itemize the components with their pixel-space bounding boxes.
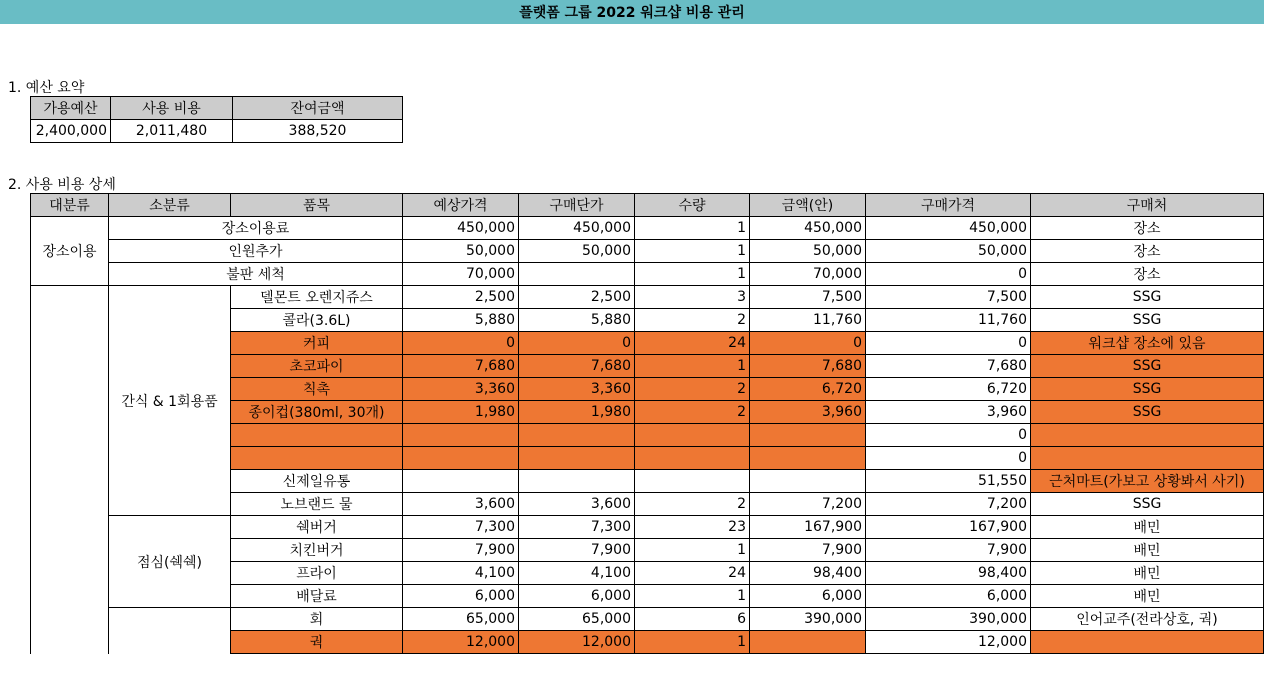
cell-vendor[interactable]: 배민	[1031, 562, 1264, 585]
header-planned-amount[interactable]: 금액(안)	[750, 194, 866, 217]
cell-buy[interactable]: 3,960	[866, 401, 1031, 424]
cell-used-cost[interactable]: 2,011,480	[111, 120, 233, 143]
sheet-title: 플랫폼 그룹 2022 워크샵 비용 관리	[0, 0, 1264, 24]
cell-item[interactable]: 치킨버거	[231, 539, 403, 562]
cell-item[interactable]: 콜라(3.6L)	[231, 309, 403, 332]
cell-est[interactable]: 65,000	[403, 608, 519, 631]
cell-item[interactable]: 칙촉	[231, 378, 403, 401]
cell-item[interactable]: 노브랜드 물	[231, 493, 403, 516]
cell-qty[interactable]: 2	[635, 401, 750, 424]
cell-qty[interactable]: 24	[635, 562, 750, 585]
cell-unit[interactable]: 1,980	[519, 401, 635, 424]
header-quantity[interactable]: 수량	[635, 194, 750, 217]
table-row	[31, 608, 1264, 631]
cell-unit[interactable]: 2,500	[519, 286, 635, 309]
group-place[interactable]: 장소이용	[31, 217, 109, 286]
cell-qty[interactable]: 1	[635, 217, 750, 240]
group-food-blank[interactable]	[31, 286, 109, 654]
cell-qty[interactable]: 1	[635, 263, 750, 286]
cell-est[interactable]: 2,500	[403, 286, 519, 309]
cell-amt[interactable]: 98,400	[750, 562, 866, 585]
cell-buy[interactable]: 0	[866, 332, 1031, 355]
cell-buy[interactable]: 450,000	[866, 217, 1031, 240]
cell-amt[interactable]: 70,000	[750, 263, 866, 286]
cell-est[interactable]: 7,300	[403, 516, 519, 539]
cell-vendor[interactable]: 배민	[1031, 516, 1264, 539]
table-row	[31, 263, 1264, 286]
header-available-budget[interactable]: 가용예산	[31, 97, 111, 120]
cell-buy[interactable]: 7,500	[866, 286, 1031, 309]
cell-item[interactable]: 장소이용료	[109, 217, 403, 240]
cell-unit[interactable]: 3,360	[519, 378, 635, 401]
cell-buy[interactable]: 7,680	[866, 355, 1031, 378]
cell-item[interactable]: 커피	[231, 332, 403, 355]
cell-est[interactable]: 5,880	[403, 309, 519, 332]
cell-unit[interactable]	[519, 424, 635, 447]
cell-buy[interactable]: 6,000	[866, 585, 1031, 608]
cell-buy[interactable]: 6,720	[866, 378, 1031, 401]
cell-buy[interactable]: 50,000	[866, 240, 1031, 263]
cell-amt[interactable]: 390,000	[750, 608, 866, 631]
cell-unit[interactable]: 12,000	[519, 631, 635, 654]
cell-est[interactable]: 1,980	[403, 401, 519, 424]
cell-vendor[interactable]: 인어교주(전라상호, 궉)	[1031, 608, 1264, 631]
cell-qty[interactable]: 1	[635, 240, 750, 263]
cell-unit[interactable]: 65,000	[519, 608, 635, 631]
cell-amt[interactable]	[750, 470, 866, 493]
cell-qty[interactable]: 23	[635, 516, 750, 539]
section-cost-detail-label: 2. 사용 비용 상세	[8, 177, 116, 193]
cell-est[interactable]: 7,900	[403, 539, 519, 562]
cell-remaining-amount[interactable]: 388,520	[233, 120, 403, 143]
cell-unit[interactable]: 4,100	[519, 562, 635, 585]
header-item[interactable]: 품목	[231, 194, 403, 217]
cell-amt[interactable]	[750, 424, 866, 447]
cell-unit[interactable]: 3,600	[519, 493, 635, 516]
header-estimated-price[interactable]: 예상가격	[403, 194, 519, 217]
cell-item[interactable]: 회	[231, 608, 403, 631]
cell-buy[interactable]: 11,760	[866, 309, 1031, 332]
cell-item[interactable]: 델몬트 오렌지쥬스	[231, 286, 403, 309]
cell-est[interactable]	[403, 424, 519, 447]
cell-vendor[interactable]: SSG	[1031, 309, 1264, 332]
cell-vendor[interactable]: 워크샵 장소에 있음	[1031, 332, 1264, 355]
cell-unit[interactable]: 7,680	[519, 355, 635, 378]
cell-qty[interactable]	[635, 470, 750, 493]
cell-est[interactable]	[403, 447, 519, 470]
cell-amt[interactable]: 7,900	[750, 539, 866, 562]
cell-est[interactable]: 4,100	[403, 562, 519, 585]
cell-est[interactable]: 6,000	[403, 585, 519, 608]
cell-amt[interactable]: 450,000	[750, 217, 866, 240]
cell-buy[interactable]: 7,900	[866, 539, 1031, 562]
cell-amt[interactable]	[750, 631, 866, 654]
cell-qty[interactable]: 1	[635, 355, 750, 378]
cell-unit[interactable]: 450,000	[519, 217, 635, 240]
group-snack[interactable]: 간식 & 1회용품	[109, 286, 231, 516]
cell-qty[interactable]: 2	[635, 493, 750, 516]
cell-buy[interactable]: 167,900	[866, 516, 1031, 539]
cell-item[interactable]: 프라이	[231, 562, 403, 585]
cell-qty[interactable]: 2	[635, 378, 750, 401]
cell-qty[interactable]	[635, 424, 750, 447]
cell-unit[interactable]: 5,880	[519, 309, 635, 332]
cell-amt[interactable]: 7,500	[750, 286, 866, 309]
header-sub-category[interactable]: 소분류	[109, 194, 231, 217]
cell-unit[interactable]: 50,000	[519, 240, 635, 263]
header-unit-price[interactable]: 구매단가	[519, 194, 635, 217]
cell-item[interactable]: 쉑버거	[231, 516, 403, 539]
cell-est[interactable]: 0	[403, 332, 519, 355]
group-lunch[interactable]: 점심(쉑쉑)	[109, 516, 231, 608]
cell-vendor[interactable]	[1031, 447, 1264, 470]
cell-unit[interactable]: 7,900	[519, 539, 635, 562]
cell-unit[interactable]: 7,300	[519, 516, 635, 539]
cell-amt[interactable]: 167,900	[750, 516, 866, 539]
cell-unit[interactable]: 0	[519, 332, 635, 355]
cell-vendor[interactable]: 근처마트(가보고 상황봐서 사기)	[1031, 470, 1264, 493]
cell-buy[interactable]: 390,000	[866, 608, 1031, 631]
cell-vendor[interactable]: SSG	[1031, 355, 1264, 378]
cell-qty[interactable]: 1	[635, 631, 750, 654]
cell-amt[interactable]: 6,000	[750, 585, 866, 608]
cell-item[interactable]	[231, 447, 403, 470]
table-row	[31, 240, 1264, 263]
group-dinner-blank[interactable]	[109, 608, 231, 654]
cell-vendor[interactable]	[1031, 424, 1264, 447]
cell-vendor[interactable]: 장소	[1031, 263, 1264, 286]
cell-item[interactable]: 궉	[231, 631, 403, 654]
cell-vendor[interactable]: SSG	[1031, 378, 1264, 401]
cost-detail-table	[30, 193, 1264, 654]
cell-amt[interactable]: 6,720	[750, 378, 866, 401]
cell-item[interactable]	[231, 424, 403, 447]
cell-vendor[interactable]: 장소	[1031, 217, 1264, 240]
cell-unit[interactable]	[519, 470, 635, 493]
cell-unit[interactable]	[519, 263, 635, 286]
cell-qty[interactable]	[635, 447, 750, 470]
cell-item[interactable]: 배달료	[231, 585, 403, 608]
cell-vendor[interactable]: SSG	[1031, 401, 1264, 424]
cell-item[interactable]: 인원추가	[109, 240, 403, 263]
header-purchase-price[interactable]: 구매가격	[866, 194, 1031, 217]
cell-amt[interactable]: 7,200	[750, 493, 866, 516]
cell-qty[interactable]: 3	[635, 286, 750, 309]
header-used-cost[interactable]: 사용 비용	[111, 97, 233, 120]
cell-buy[interactable]: 0	[866, 447, 1031, 470]
header-vendor[interactable]: 구매처	[1031, 194, 1264, 217]
cell-amt[interactable]: 0	[750, 332, 866, 355]
cell-est[interactable]: 3,600	[403, 493, 519, 516]
cell-qty[interactable]: 6	[635, 608, 750, 631]
cell-unit[interactable]: 6,000	[519, 585, 635, 608]
section-budget-summary-label: 1. 예산 요약	[8, 80, 85, 96]
cell-vendor[interactable]: 배민	[1031, 539, 1264, 562]
cell-est[interactable]: 7,680	[403, 355, 519, 378]
table-row	[31, 516, 1264, 539]
cell-vendor[interactable]: SSG	[1031, 493, 1264, 516]
cell-qty[interactable]: 1	[635, 585, 750, 608]
cell-vendor[interactable]: 배민	[1031, 585, 1264, 608]
cell-est[interactable]: 450,000	[403, 217, 519, 240]
cell-vendor[interactable]: SSG	[1031, 286, 1264, 309]
cell-qty[interactable]: 1	[635, 539, 750, 562]
cell-est[interactable]: 3,360	[403, 378, 519, 401]
cell-amt[interactable]: 11,760	[750, 309, 866, 332]
cell-buy[interactable]: 98,400	[866, 562, 1031, 585]
cell-buy[interactable]: 0	[866, 424, 1031, 447]
cell-item[interactable]: 종이컵(380ml, 30개)	[231, 401, 403, 424]
cell-vendor[interactable]	[1031, 631, 1264, 654]
header-major-category[interactable]: 대분류	[31, 194, 109, 217]
budget-summary-table	[30, 96, 403, 143]
cell-unit[interactable]	[519, 447, 635, 470]
cell-buy[interactable]: 0	[866, 263, 1031, 286]
cell-available-budget[interactable]: 2,400,000	[31, 120, 111, 143]
cell-qty[interactable]: 24	[635, 332, 750, 355]
cell-vendor[interactable]: 장소	[1031, 240, 1264, 263]
cell-est[interactable]	[403, 470, 519, 493]
cell-item[interactable]: 초코파이	[231, 355, 403, 378]
cell-amt[interactable]	[750, 447, 866, 470]
header-remaining-amount[interactable]: 잔여금액	[233, 97, 403, 120]
cell-item[interactable]: 불판 세척	[109, 263, 403, 286]
cell-qty[interactable]: 2	[635, 309, 750, 332]
cell-est[interactable]: 50,000	[403, 240, 519, 263]
cell-amt[interactable]: 3,960	[750, 401, 866, 424]
cell-item[interactable]: 신제일유통	[231, 470, 403, 493]
cell-buy[interactable]: 51,550	[866, 470, 1031, 493]
cell-est[interactable]: 12,000	[403, 631, 519, 654]
cell-buy[interactable]: 7,200	[866, 493, 1031, 516]
cell-buy[interactable]: 12,000	[866, 631, 1031, 654]
cell-amt[interactable]: 50,000	[750, 240, 866, 263]
cell-est[interactable]: 70,000	[403, 263, 519, 286]
table-row	[31, 286, 1264, 309]
table-row	[31, 217, 1264, 240]
cell-amt[interactable]: 7,680	[750, 355, 866, 378]
